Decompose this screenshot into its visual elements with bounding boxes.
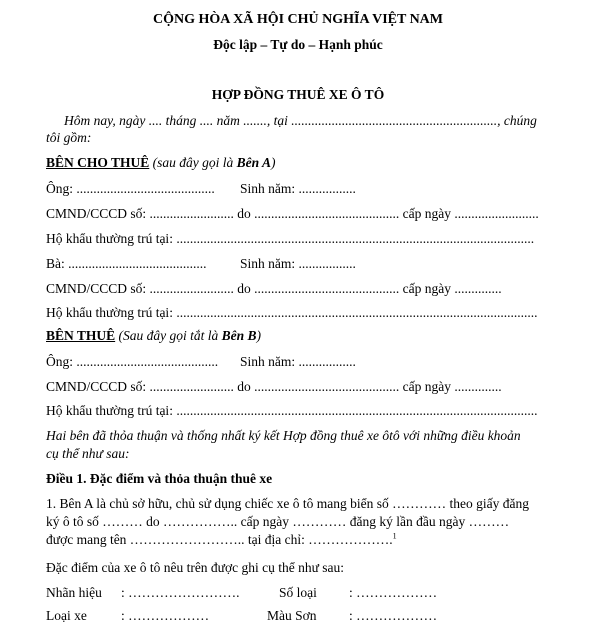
article-1-p1-line-1: 1. Bên A là chủ sở hữu, chủ sử dụng chiếc xe ô tô mang biển số ………… theo giấy đăng [46,496,529,511]
type-value: : ……………… [121,608,210,623]
article-1-p1-line-2: ký ô tô số ……… do …………….. cấp ngày ………… đăng ký lần đầu ngày ……… [46,514,510,529]
party-a-ong-birth-year: Sinh năm: ................. [240,181,356,196]
model-value: : ……………… [349,585,438,600]
agreement-line-2: cụ thể như sau: [46,446,130,461]
agreement-line-1: Hai bên đã thỏa thuận và thống nhất ký kết Hợp đồng thuê xe ôtô với những điều khoản [46,428,521,443]
brand-value: : ……………………. [121,585,240,600]
party-a-note-bold: Bên A [236,155,272,170]
party-a-ong: Ông: ......................................... [46,181,215,196]
party-b-note-prefix: (Sau đây gọi tắt là [115,328,222,343]
motto: Độc lập – Tự do – Hạnh phúc [213,37,383,52]
document-title: HỢP ĐỒNG THUÊ XE Ô TÔ [211,87,385,102]
party-b-ong-id: CMND/CCCD số: ......................... do ........................................... cấp ngày .............. [46,379,502,394]
party-a-heading: BÊN CHO THUÊ [46,155,150,170]
party-b-heading-line [46,328,261,344]
party-b-heading: BÊN THUÊ [46,328,116,343]
party-a-ba-residence: Hộ khẩu thường trú tại: ........................................................................................................... [46,305,538,320]
party-a-ba: Bà: ......................................... [46,256,207,271]
party-a-ba-birth-year: Sinh năm: ................. [240,256,356,271]
party-a-ong-id: CMND/CCCD số: ......................... do ........................................... cấp ngày ......................... [46,206,539,221]
article-1-p1-line-3 [46,532,397,548]
party-a-note-prefix: (sau đây gọi là [149,155,237,170]
color-value: : ……………… [349,608,438,623]
party-b-ong-birth-year: Sinh năm: ................. [240,354,356,369]
party-b-ong: Ông: .......................................... [46,354,219,369]
party-a-heading-line [46,155,276,171]
party-b-ong-residence: Hộ khẩu thường trú tại: ........................................................................................................... [46,403,538,418]
color-label: Màu Sơn [267,608,317,623]
article-1-p1-line-3-text: được mang tên …………………….. tại địa chỉ: ………………. [46,532,393,547]
party-b-note-suffix: ) [256,328,262,343]
party-b-note-bold: Bên B [221,328,257,343]
intro-line-2: tôi gồm: [46,130,92,145]
party-a-ba-id: CMND/CCCD số: ......................... do ........................................... cấp ngày .............. [46,281,502,296]
intro-line-1: Hôm nay, ngày .... tháng .... năm ......., tại ............................................................., chúng [64,113,537,128]
party-a-ong-residence: Hộ khẩu thường trú tại: .......................................................................................................... [46,231,535,246]
party-a-note-suffix: ) [271,155,276,170]
nation-title: CỘNG HÒA XÃ HỘI CHỦ NGHĨA VIỆT NAM [152,12,443,27]
brand-label: Nhãn hiệu [46,585,102,600]
type-label: Loại xe [46,608,87,623]
model-label: Số loại [279,585,317,600]
footnote-marker: 1 [392,531,397,541]
article-1-heading: Điều 1. Đặc điểm và thỏa thuận thuê xe [46,471,273,486]
features-intro: Đặc điểm của xe ô tô nêu trên được ghi cụ thể như sau: [46,560,345,575]
